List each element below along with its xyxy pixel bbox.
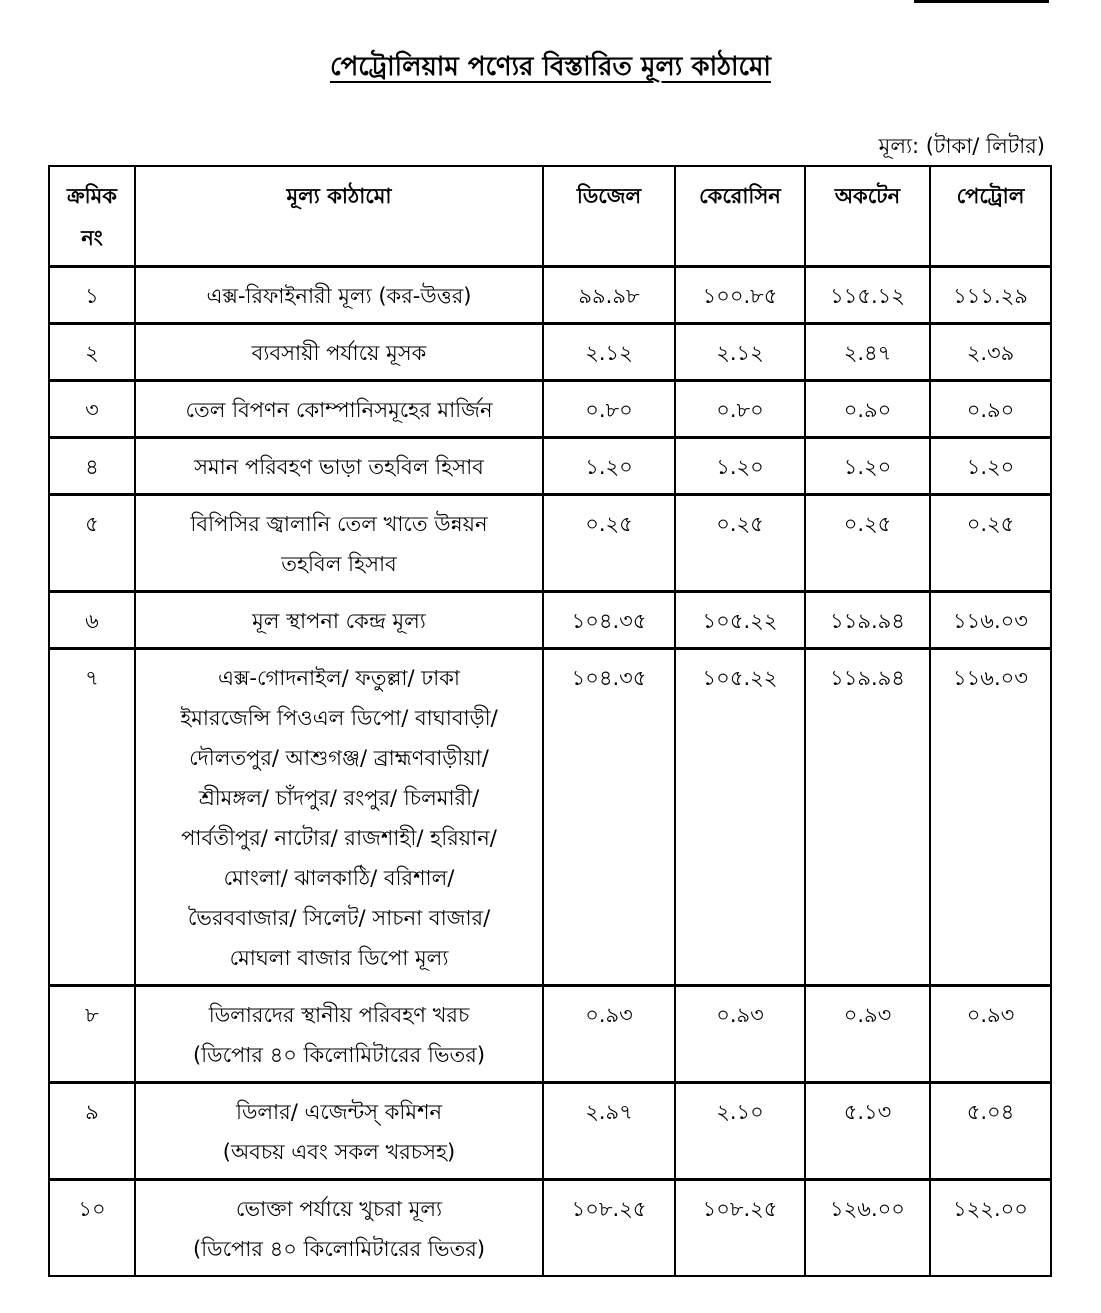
cell-diesel: ১.২০ bbox=[543, 438, 675, 495]
cell-petrol: ২.৩৯ bbox=[930, 324, 1051, 381]
page-title: পেট্রোলিয়াম পণ্যের বিস্তারিত মূল্য কাঠামো bbox=[330, 52, 771, 82]
cell-kerosene: ১০০.৮৫ bbox=[675, 267, 805, 324]
table-header-row bbox=[49, 166, 1051, 267]
cell-serial: ৬ bbox=[49, 592, 135, 649]
description-line: তেল বিপণন কোম্পানিসমূহের মার্জিন bbox=[185, 398, 493, 422]
cell-petrol: ১.২০ bbox=[930, 438, 1051, 495]
description-line: এক্স-রিফাইনারী মূল্য (কর-উত্তর) bbox=[206, 284, 472, 308]
table-row bbox=[49, 324, 1051, 381]
description-line: মোংলা/ ঝালকাঠি/ বরিশাল/ bbox=[223, 866, 455, 890]
cell-petrol: ০.৯৩ bbox=[930, 986, 1051, 1083]
cell-kerosene: ১০৫.২২ bbox=[675, 592, 805, 649]
cell-description bbox=[135, 324, 543, 381]
cell-petrol: ১১৬.০৩ bbox=[930, 649, 1051, 986]
cell-serial: ৩ bbox=[49, 381, 135, 438]
description-line: (ডিপোর ৪০ কিলোমিটারের ভিতর) bbox=[192, 1043, 486, 1067]
cell-serial: ৫ bbox=[49, 495, 135, 592]
cell-description bbox=[135, 592, 543, 649]
description-line: মূল স্থাপনা কেন্দ্র মূল্য bbox=[252, 609, 426, 633]
cell-kerosene: ১.২০ bbox=[675, 438, 805, 495]
cell-octane: ০.৯০ bbox=[805, 381, 930, 438]
description-line: ডিলার/ এজেন্টস্ কমিশন bbox=[235, 1100, 443, 1124]
description-line: শ্রীমঙ্গল/ চাঁদপুর/ রংপুর/ চিলমারী/ bbox=[198, 786, 480, 810]
cell-description bbox=[135, 381, 543, 438]
cell-serial: ১০ bbox=[49, 1180, 135, 1277]
table-row bbox=[49, 267, 1051, 324]
cell-diesel: ২.১২ bbox=[543, 324, 675, 381]
cell-octane: ১.২০ bbox=[805, 438, 930, 495]
table-row bbox=[49, 438, 1051, 495]
cell-description bbox=[135, 267, 543, 324]
cell-octane: ১২৬.০০ bbox=[805, 1180, 930, 1277]
table-row bbox=[49, 986, 1051, 1083]
table-body bbox=[49, 267, 1051, 1277]
cell-kerosene: ০.২৫ bbox=[675, 495, 805, 592]
cell-octane: ৫.১৩ bbox=[805, 1083, 930, 1180]
cell-diesel: ১০৪.৩৫ bbox=[543, 592, 675, 649]
table-row bbox=[49, 1083, 1051, 1180]
cell-kerosene: ১০৮.২৫ bbox=[675, 1180, 805, 1277]
cell-petrol: ৫.০৪ bbox=[930, 1083, 1051, 1180]
description-line: (ডিপোর ৪০ কিলোমিটারের ভিতর) bbox=[192, 1237, 486, 1261]
cell-serial: ৭ bbox=[49, 649, 135, 986]
description-line: ব্যবসায়ী পর্যায়ে মূসক bbox=[251, 341, 427, 365]
cell-octane: ২.৪৭ bbox=[805, 324, 930, 381]
description-line: ভোক্তা পর্যায়ে খুচরা মূল্য bbox=[235, 1197, 443, 1221]
description-line: বিপিসির জ্বালানি তেল খাতে উন্নয়ন bbox=[190, 512, 488, 536]
cell-description bbox=[135, 495, 543, 592]
description-line: ডিলারদের স্থানীয় পরিবহণ খরচ bbox=[208, 1003, 470, 1027]
cell-serial: ১ bbox=[49, 267, 135, 324]
table-row bbox=[49, 381, 1051, 438]
header-octane: অকটেন bbox=[805, 166, 930, 267]
cell-petrol: ০.৯০ bbox=[930, 381, 1051, 438]
cell-serial: ৮ bbox=[49, 986, 135, 1083]
cell-kerosene: ২.১২ bbox=[675, 324, 805, 381]
description-line: সমান পরিবহণ ভাড়া তহবিল হিসাব bbox=[194, 455, 484, 479]
cell-description bbox=[135, 649, 543, 986]
description-line: (অবচয় এবং সকল খরচসহ) bbox=[222, 1140, 456, 1164]
cell-diesel: ১০৮.২৫ bbox=[543, 1180, 675, 1277]
header-diesel: ডিজেল bbox=[543, 166, 675, 267]
cell-serial: ৪ bbox=[49, 438, 135, 495]
cell-serial: ২ bbox=[49, 324, 135, 381]
cell-petrol: ০.২৫ bbox=[930, 495, 1051, 592]
cell-description bbox=[135, 1180, 543, 1277]
cell-diesel: ০.৯৩ bbox=[543, 986, 675, 1083]
cell-kerosene: ১০৫.২২ bbox=[675, 649, 805, 986]
price-structure-table bbox=[48, 165, 1052, 1277]
cell-petrol: ১১১.২৯ bbox=[930, 267, 1051, 324]
cell-kerosene: ০.৯৩ bbox=[675, 986, 805, 1083]
unit-note: মূল্য: (টাকা/ লিটার) bbox=[878, 134, 1045, 158]
cell-octane: ১১৯.৯৪ bbox=[805, 649, 930, 986]
cell-description bbox=[135, 1083, 543, 1180]
cell-diesel: ১০৪.৩৫ bbox=[543, 649, 675, 986]
description-line: মোঘলা বাজার ডিপো মূল্য bbox=[229, 946, 449, 970]
description-line: এক্স-গোদনাইল/ ফতুল্লা/ ঢাকা bbox=[218, 666, 460, 690]
cell-diesel: ০.২৫ bbox=[543, 495, 675, 592]
header-serial bbox=[49, 166, 135, 267]
cell-description bbox=[135, 986, 543, 1083]
header-serial-line: নং bbox=[81, 226, 103, 250]
header-kerosene: কেরোসিন bbox=[675, 166, 805, 267]
cell-description bbox=[135, 438, 543, 495]
table-row bbox=[49, 1180, 1051, 1277]
cell-octane: ১১৫.১২ bbox=[805, 267, 930, 324]
cell-petrol: ১২২.০০ bbox=[930, 1180, 1051, 1277]
cell-kerosene: ০.৮০ bbox=[675, 381, 805, 438]
cell-kerosene: ২.১০ bbox=[675, 1083, 805, 1180]
description-line: ইমারজেন্সি পিওএল ডিপো/ বাঘাবাড়ী/ bbox=[180, 706, 498, 730]
table-row bbox=[49, 592, 1051, 649]
description-line: তহবিল হিসাব bbox=[281, 552, 397, 576]
cell-diesel: ৯৯.৯৮ bbox=[543, 267, 675, 324]
description-line: দৌলতপুর/ আশুগঞ্জ/ ব্রাহ্মণবাড়ীয়া/ bbox=[189, 746, 489, 770]
header-description: মূল্য কাঠামো bbox=[135, 166, 543, 267]
description-line: পার্বতীপুর/ নাটোর/ রাজশাহী/ হরিয়ান/ bbox=[181, 826, 497, 850]
table-row bbox=[49, 495, 1051, 592]
cell-serial: ৯ bbox=[49, 1083, 135, 1180]
header-serial-line: ক্রমিক bbox=[67, 184, 117, 208]
description-line: ভৈরববাজার/ সিলেট/ সাচনা বাজার/ bbox=[187, 906, 491, 930]
cell-diesel: ২.৯৭ bbox=[543, 1083, 675, 1180]
cell-diesel: ০.৮০ bbox=[543, 381, 675, 438]
cell-petrol: ১১৬.০৩ bbox=[930, 592, 1051, 649]
cell-octane: ০.৯৩ bbox=[805, 986, 930, 1083]
cell-octane: ০.২৫ bbox=[805, 495, 930, 592]
cell-octane: ১১৯.৯৪ bbox=[805, 592, 930, 649]
header-petrol: পেট্রোল bbox=[930, 166, 1051, 267]
table-row bbox=[49, 649, 1051, 986]
top-rule-line bbox=[914, 0, 1049, 3]
